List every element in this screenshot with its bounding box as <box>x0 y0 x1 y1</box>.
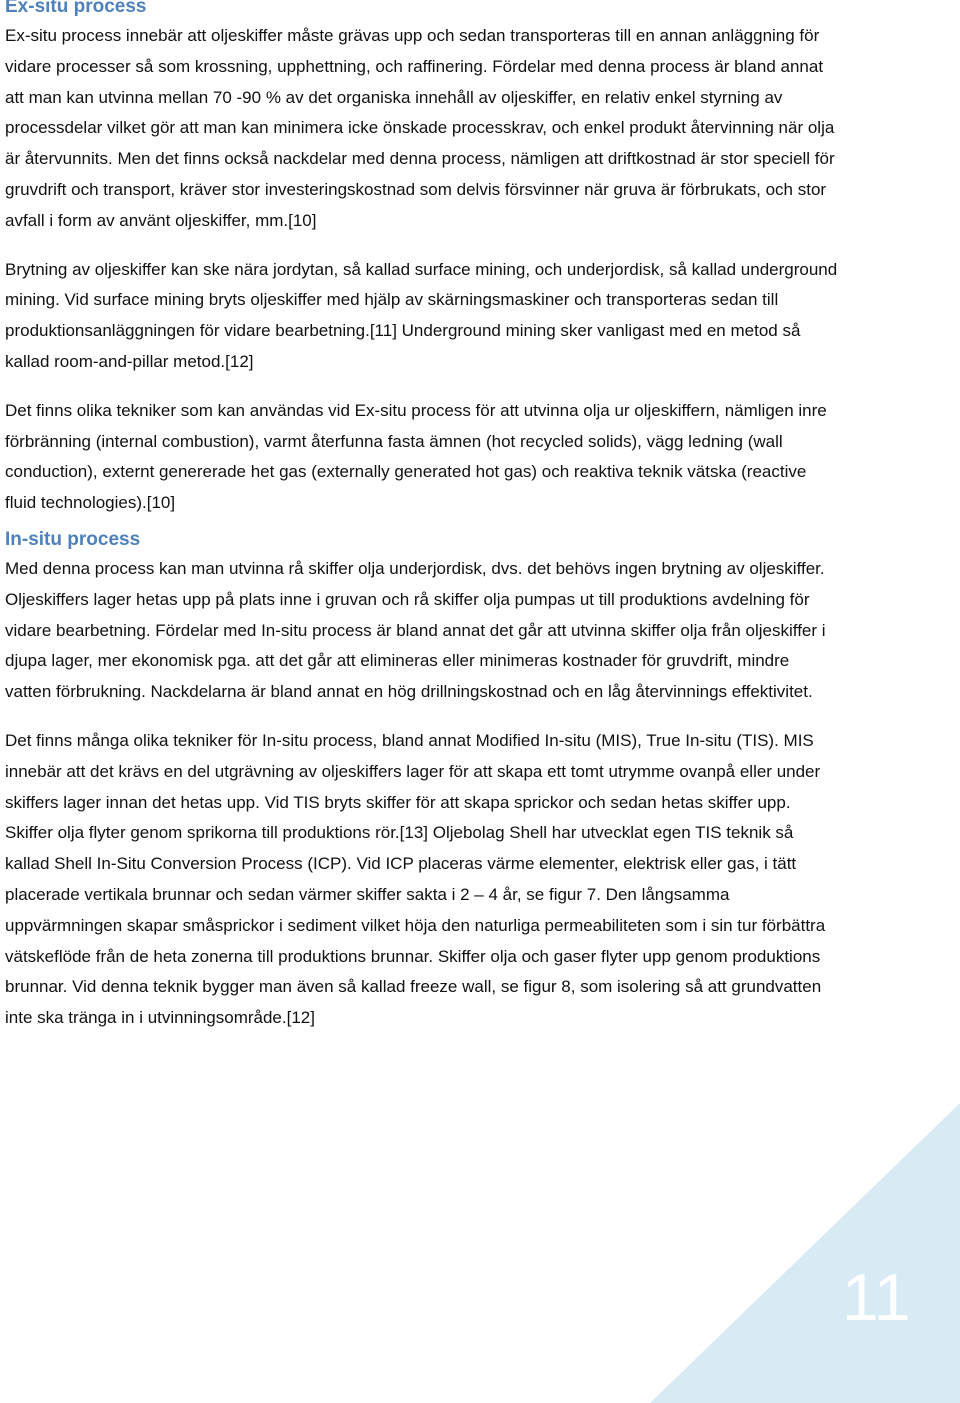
document-body <box>5 0 840 1034</box>
paragraph: Brytning av oljeskiffer kan ske nära jordytan, så kallad surface mining, och underjordisk, så kallad underground mining. Vid surface mining bryts oljeskiffer med hjälp av skärningsmaskiner och transporteras sedan till produktionsanläggningen för vidare bearbetning.[11] Underground mining sker vanligast med en metod så kallad room-and-pillar metod.[12] <box>5 259 838 371</box>
corner-triangle-decoration <box>650 1103 960 1403</box>
paragraph: Det finns många olika tekniker för In-situ process, bland annat Modified In-situ (MIS), True In-situ (TIS). MIS innebär att det krävs en del utgrävning av oljeskiffers lager för att skapa ett tomt utrymme ovanpå eller under skiffers lager innan det hetas upp. Vid TIS bryts skiffer för att skapa sprickor och sedan hetas skiffer upp. Skiffer olja flyter genom sprikorna till produktions rör.[13] Oljebolag Shell har utvecklat egen TIS teknik så kallad Shell In-Situ Conversion Process (ICP). Vid ICP placeras värme elementer, elektrisk eller gas, i tätt placerade vertikala brunnar och sedan värmer skiffer sakta i 2 – 4 år, se figur 7. Den långsamma uppvärmningen skapar småsprickor i sediment vilket höja den naturliga permeabiliteten som i sin tur förbättra vätskeflöde från de heta zonerna till produktions brunnar. Skiffer olja och gaser flyter upp genom produktions brunnar. Vid denna teknik bygger man även så kallad freeze wall, se figur 8, som isolering så att grundvatten inte ska tränga in i utvinningsområde.[12] <box>5 730 826 1028</box>
section-heading-in-situ: In-situ process <box>5 528 141 550</box>
paragraph: Med denna process kan man utvinna rå skiffer olja underjordisk, dvs. det behövs ingen brytning av oljeskiffer. Oljeskiffers lager hetas upp på plats inne i gruvan och rå skiffer olja pumpas ut till produktions avdelning för vidare bearbetning. Fördelar med In-situ process är bland annat det går att utvinna skiffer olja från oljeskiffer i djupa lager, mer ekonomisk pga. att det går att elimineras eller minimeras kostnader för gruvdrift, mindre vatten förbrukning. Nackdelarna är bland annat en hög drillningskostnad och en låg återvinnings effektivitet. <box>5 558 826 702</box>
page-number: 11 <box>842 1260 911 1334</box>
paragraph: Ex-situ process innebär att oljeskiffer måste grävas upp och sedan transporteras till en annan anläggning för vidare processer så som krossning, upphettning, och raffinering. Fördelar med denna process är bland annat att man kan utvinna mellan 70 -90 % av det organiska innehåll av oljeskiffer, en relativ enkel styrning av processdelar vilket gör att man kan minimera icke önskade processkrav, och enkel produkt återvinning när olja är återvunnits. Men det finns också nackdelar med denna process, nämligen att driftkostnad är stor speciell för gruvdrift och transport, kräver stor investeringskostnad som delvis försvinner när gruva är förbrukats, och stor avfall i form av använt oljeskiffer, mm.[10] <box>5 26 835 230</box>
paragraph: Det finns olika tekniker som kan användas vid Ex-situ process för att utvinna olja ur oljeskiffern, nämligen inre förbränning (internal combustion), varmt återfunna fasta ämnen (hot recycled solids), vägg ledning (wall conduction), externt genererade het gas (externally generated hot gas) och reaktiva teknik vätska (reactive fluid technologies).[10] <box>5 400 827 513</box>
section-heading-ex-situ: Ex-situ process <box>5 0 147 17</box>
